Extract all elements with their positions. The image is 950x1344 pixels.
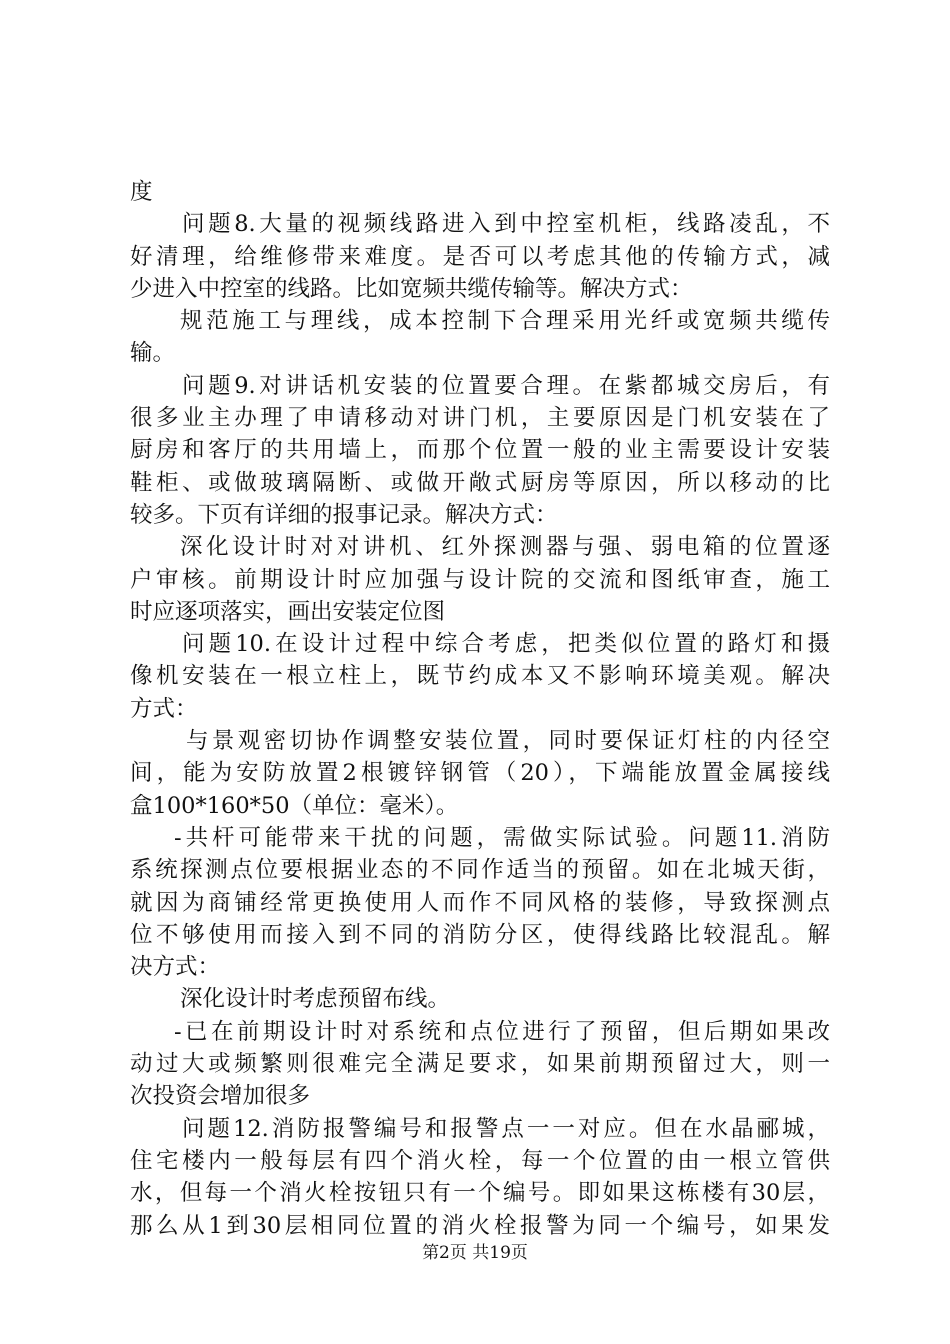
- page-footer: 第2页 共19页: [422, 1243, 528, 1263]
- text-line: 问题8.大量的视频线路进入到中控室机柜，线路凌乱，不: [182, 211, 830, 238]
- text-line: 问题10.在设计过程中综合考虑，把类似位置的路灯和摄: [182, 631, 830, 658]
- text-line: 方式：: [130, 695, 198, 722]
- text-line: 深化设计时考虑预留布线。: [180, 986, 451, 1013]
- text-line: 鞋柜、或做玻璃隔断、或做开敞式厨房等原因，所以移动的比: [130, 469, 830, 496]
- text-line: 很多业主办理了申请移动对讲门机，主要原因是门机安装在了: [130, 405, 830, 432]
- text-line: 住宅楼内一般每层有四个消火栓，每一个位置的由一根立管供: [130, 1147, 830, 1174]
- body-text: [130, 176, 830, 1242]
- text-line: 少进入中控室的线路。比如宽频共缆传输等。解决方式：: [130, 275, 693, 302]
- text-line: -已在前期设计时对系统和点位进行了预留，但后期如果改: [174, 1018, 830, 1045]
- text-line: 户审核。前期设计时应加强与设计院的交流和图纸审查，施工: [130, 566, 830, 593]
- text-line: 那么从1到30层相同位置的消火栓报警为同一个编号，如果发: [130, 1212, 830, 1239]
- text-line: 动过大或频繁则很难完全满足要求，如果前期预留过大，则一: [130, 1051, 830, 1078]
- text-line: 问题9.对讲话机安装的位置要合理。在紫都城交房后，有: [182, 372, 830, 399]
- text-line: 盒100*160*50（单位：毫米）。: [130, 792, 459, 819]
- text-line: 较多。下页有详细的报事记录。解决方式：: [130, 501, 558, 528]
- text-line: 度: [130, 179, 153, 205]
- text-line: 水，但每一个消火栓按钮只有一个编号。即如果这栋楼有30层，: [130, 1180, 830, 1207]
- text-line: -共杆可能带来干扰的问题，需做实际试验。问题11.消防: [174, 824, 830, 851]
- text-line: 像机安装在一根立柱上，既节约成本又不影响环境美观。解决: [130, 663, 830, 690]
- text-line: 系统探测点位要根据业态的不同作适当的预留。如在北城天街，: [130, 857, 830, 884]
- text-line: 厨房和客厅的共用墙上，而那个位置一般的业主需要设计安装: [130, 437, 830, 464]
- text-line: 间，能为安防放置2根镀锌钢管（20），下端能放置金属接线: [130, 760, 830, 787]
- text-line: 决方式：: [130, 954, 221, 981]
- text-line: 输。: [130, 340, 176, 367]
- text-line: 深化设计时对对讲机、红外探测器与强、弱电箱的位置逐: [180, 534, 830, 561]
- text-line: 就因为商铺经常更换使用人而作不同风格的装修，导致探测点: [130, 889, 830, 916]
- text-line: 好清理，给维修带来难度。是否可以考虑其他的传输方式，减: [130, 243, 830, 270]
- text-line: 问题12.消防报警编号和报警点一一对应。但在水晶郦城，: [182, 1115, 830, 1142]
- text-line: 时应逐项落实，画出安装定位图: [130, 598, 446, 625]
- text-line: 次投资会增加很多: [130, 1083, 311, 1110]
- text-line: 与景观密切协作调整安装位置，同时要保证灯柱的内径空: [186, 728, 830, 755]
- text-line: 规范施工与理线，成本控制下合理采用光纤或宽频共缆传: [180, 308, 830, 335]
- text-line: 位不够使用而接入到不同的消防分区，使得线路比较混乱。解: [130, 921, 830, 948]
